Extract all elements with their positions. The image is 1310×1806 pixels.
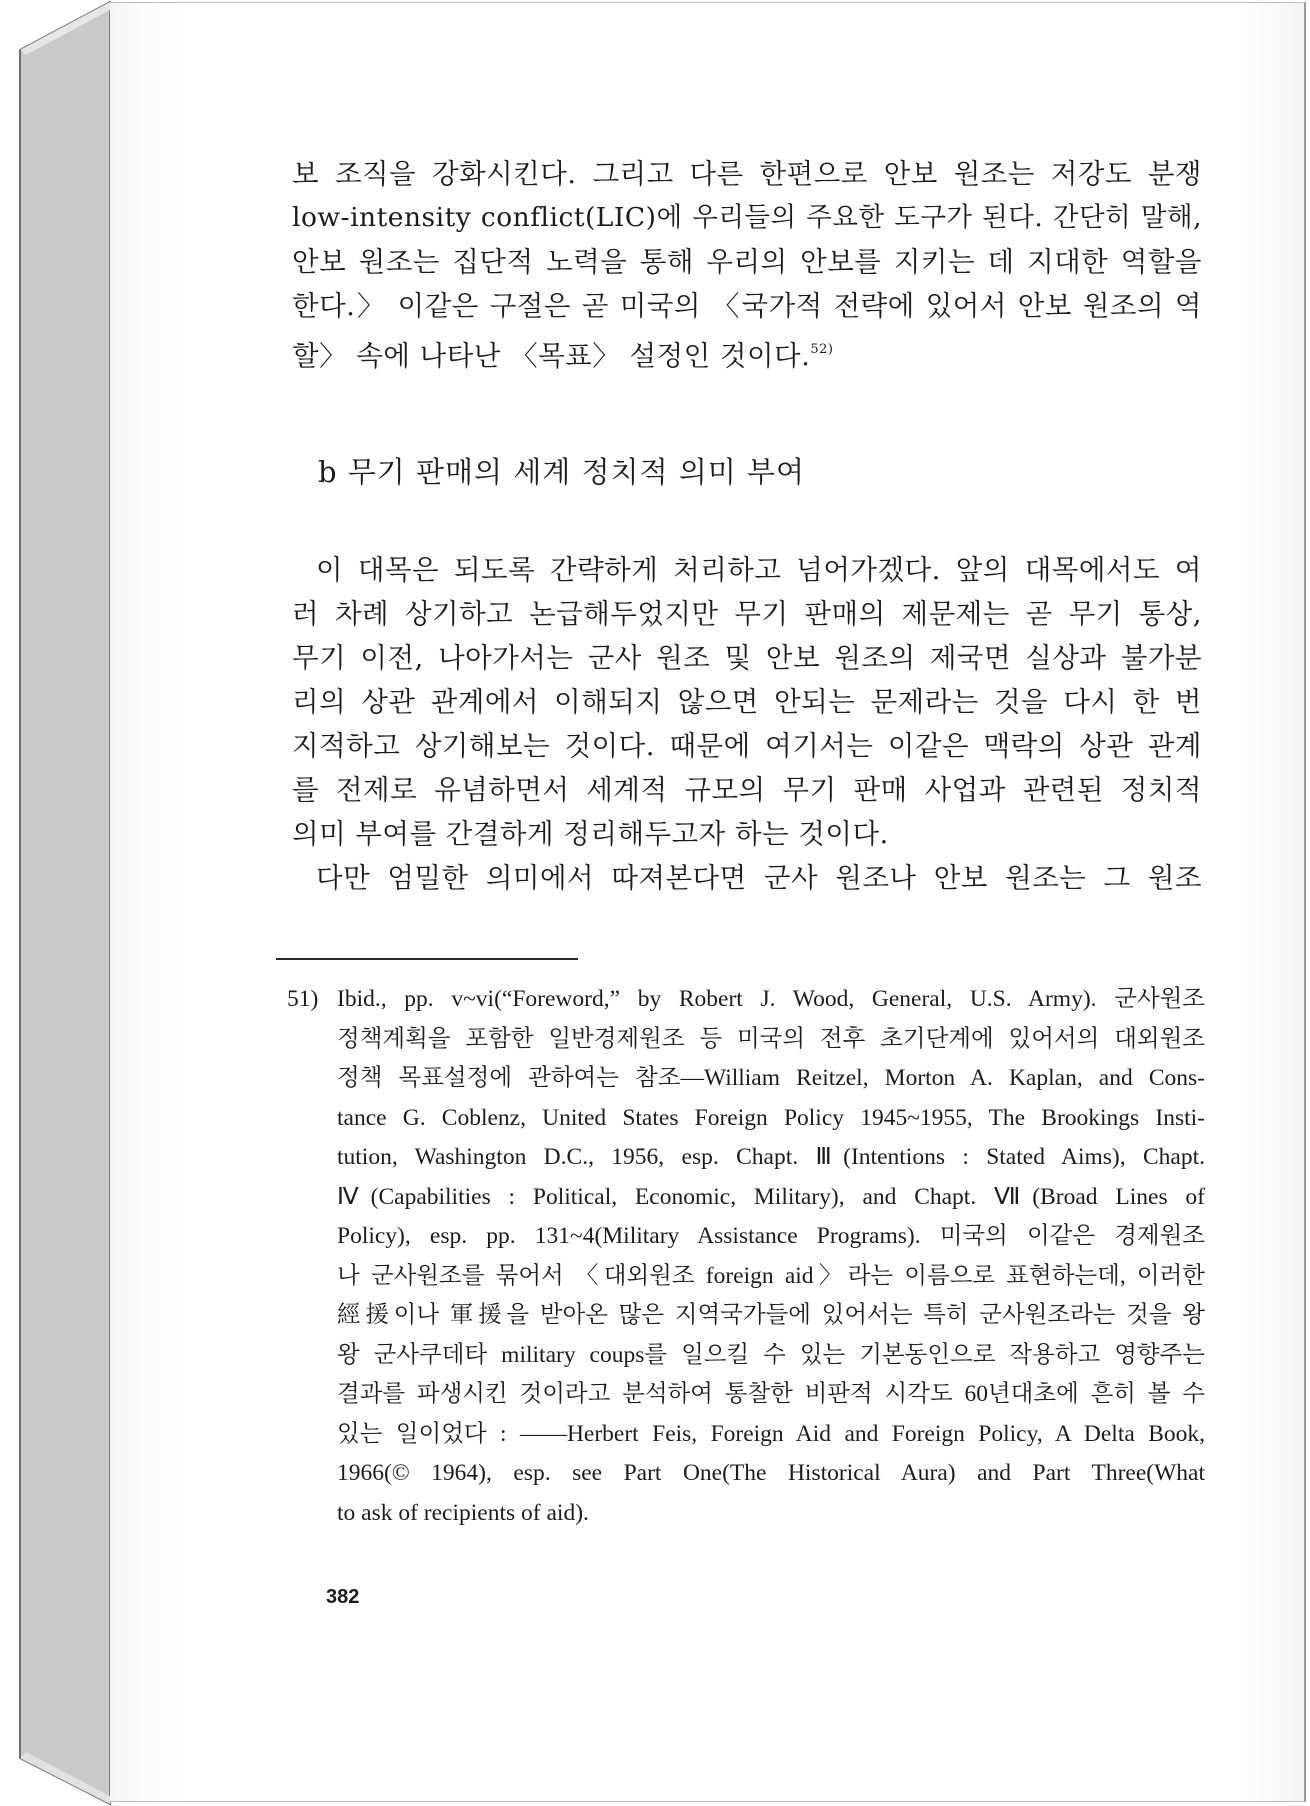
footnote-line: 정책계획을 포함한 일반경제원조 등 미국의 전후 초기단계에 있어서의 대외원조 [337,1025,1205,1052]
footnote-divider [276,958,578,960]
text-line-last [292,328,1202,378]
footnote-line: 있는 일이었다 : ——Herbert Feis, Foreign Aid and Foreign Policy, A Delta Book, [337,1420,1205,1447]
paragraph-main [292,548,1202,900]
text-line: 리의 상관 관계에서 이해되지 않으면 안되는 문제라는 것을 다시 한 번 [292,686,1202,718]
footnote-line: 정책 목표설정에 관하여는 참조—William Reitzel, Morton A. Kaplan, and Cons- [337,1065,1205,1091]
footnote-line: 經援이나 軍援을 받아온 많은 지역국가들에 있어서는 특히 군사원조라는 것을 왕 [337,1302,1205,1328]
text-line: 를 전제로 유념하면서 세계적 규모의 무기 판매 사업과 관련된 정치적 [292,774,1202,806]
footnote-line: tution, Washington D.C., 1956, esp. Chapt. Ⅲ(Intentions : Stated Aims), Chapt. [337,1144,1205,1170]
book-edge-graphic [0,0,112,1806]
text-line: 지적하고 상기해보는 것이다. 때문에 여기서는 이같은 맥락의 상관 관계 [292,730,1202,762]
text-line: 다만 엄밀한 의미에서 따져본다면 군사 원조나 안보 원조는 그 원조 [316,862,1202,894]
book-spine [0,0,112,1806]
footnote-reference: 52) [810,342,834,357]
text-line: 할〉 속에 나타난 〈목표〉 설정인 것이다. [292,340,811,372]
footnote-number: 51) [287,986,319,1012]
footnote-line: 왕 군사쿠데타 military coups를 일으킬 수 있는 기본동인으로 작용하고 영향주는 [337,1341,1205,1368]
footnote-line: Ibid., pp. v~vi(“Foreword,” by Robert J. Wood, General, U.S. Army). 군사원조 [337,986,1205,1012]
text-line: 안보 원조는 집단적 노력을 통해 우리의 안보를 지키는 데 지대한 역할을 [292,246,1203,278]
section-heading: b 무기 판매의 세계 정치적 의미 부여 [318,455,806,489]
paragraph-top [292,152,1202,378]
footnote-line: 1966(© 1964), esp. see Part One(The Historical Aura) and Part Three(What [337,1460,1205,1486]
text-line: 이 대목은 되도록 간략하게 처리하고 넘어가겠다. 앞의 대목에서도 여 [316,554,1202,586]
text-line: 한다.〉 이같은 구절은 곧 미국의 〈국가적 전략에 있어서 안보 원조의 역 [292,290,1202,322]
footnote-line: Policy), esp. pp. 131~4(Military Assistance Programs). 미국의 이같은 경제원조 [337,1223,1205,1249]
footnote-body [337,980,1205,1533]
text-line: 보 조직을 강화시킨다. 그리고 다른 한편으로 안보 원조는 저강도 분쟁 [292,158,1202,190]
text-line: 무기 이전, 나아가서는 군사 원조 및 안보 원조의 제국면 실상과 불가분 [292,642,1202,674]
footnote-line: 나 군사원조를 묶어서 〈대외원조 foreign aid〉라는 이름으로 표현하는데, 이러한 [337,1262,1205,1289]
page-number: 382 [326,1586,360,1608]
text-line: 러 차례 상기하고 논급해두었지만 무기 판매의 제문제는 곧 무기 통상, [292,598,1202,630]
footnote-line: tance G. Coblenz, United States Foreign Policy 1945~1955, The Brookings Insti- [337,1104,1205,1131]
footnote-line: 결과를 파생시킨 것이라고 분석하여 통찰한 비판적 시각도 60년대초에 흔히 볼 수 [337,1381,1205,1407]
footnote-line: to ask of recipients of aid). [337,1499,589,1526]
text-line: low-intensity conflict(LIC)에 우리들의 주요한 도구가 된다. 간단히 말해, [292,202,1202,233]
text-line: 의미 부여를 간결하게 정리해두고자 하는 것이다. [292,818,889,850]
footnote-line: Ⅳ(Capabilities : Political, Economic, Military), and Chapt. Ⅶ(Broad Lines of [337,1183,1205,1210]
